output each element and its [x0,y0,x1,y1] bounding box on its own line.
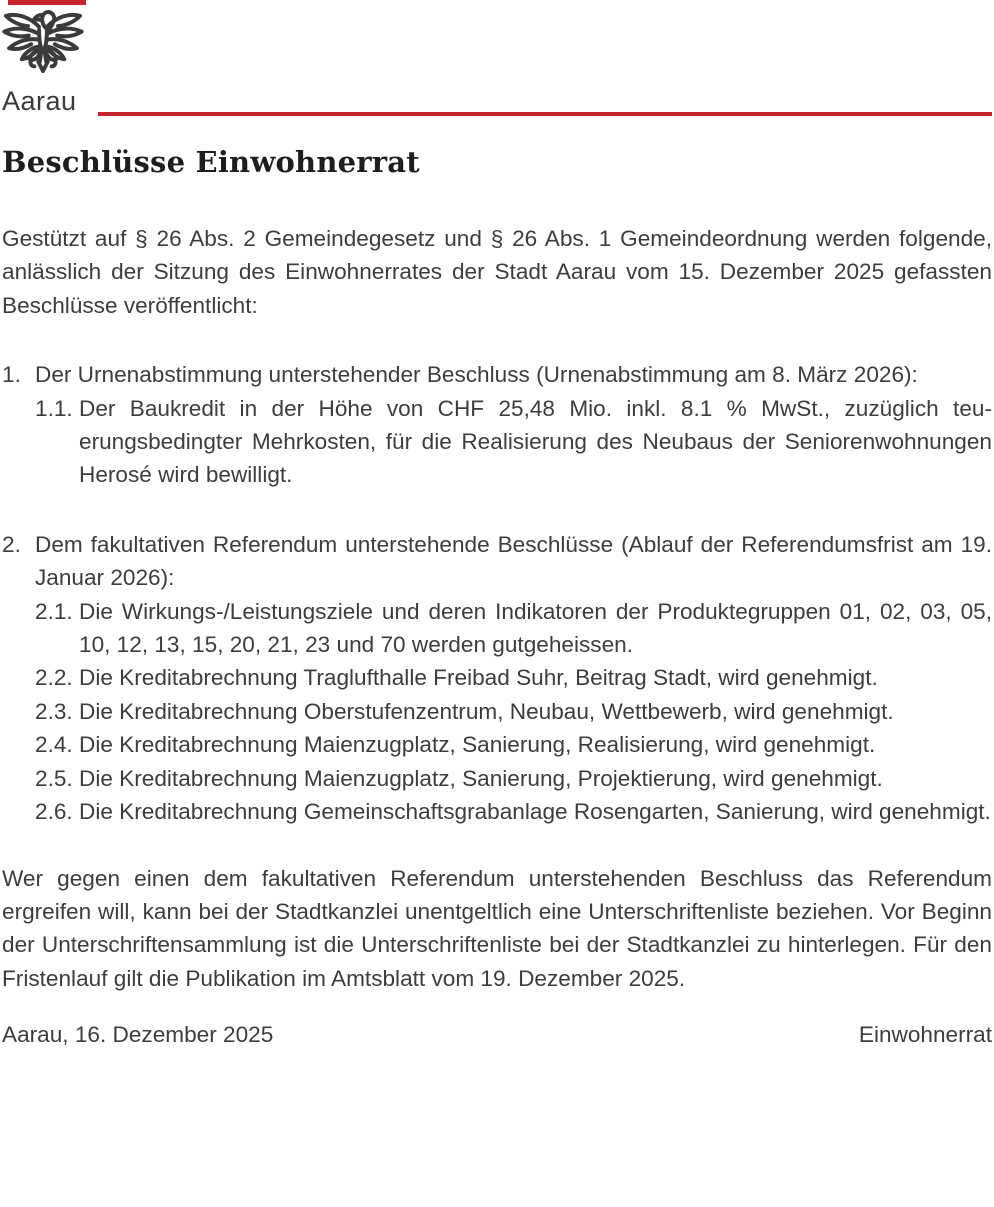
item-number: 2.2. [35,665,73,691]
item-text: Die Kreditabrechnung Traglufthalle Freibad Suhr, Beitrag Stadt, wird genehmigt. [79,665,878,691]
decision-sections [2,358,992,828]
item-number: 2.5. [35,765,73,791]
section-number: 2. [2,531,21,557]
decision-item [35,728,992,761]
section-header [2,358,992,391]
decision-item [35,695,992,728]
decision-item [35,661,992,694]
intro-paragraph: Gestützt auf § 26 Abs. 2 Gemeindegesetz und § 26 Abs. 1 Gemeindeordnung werden folgende, anlässlich der Sitzung des Einwohnerrates der Stadt Aarau vom 15. Dezember 2025 gefassten Beschlüsse veröffentlicht: [2,226,992,318]
item-number: 1.1. [35,395,73,421]
item-number: 2.6. [35,799,73,825]
aarau-eagle-icon [2,9,84,89]
section-header [2,528,992,595]
decision-section [2,358,992,492]
place-date: Aarau, 16. Dezember 2025 [2,1021,274,1047]
signature: Einwohnerrat [858,1021,992,1047]
brand-red-bar [8,0,86,5]
section-items [2,392,992,492]
section-text: Dem fakultativen Referendum unterstehende Beschlüsse (Ablauf der Referendumsfrist am 19. Januar 2026): [35,531,992,591]
item-text: Die Kreditabrechnung Maienzugplatz, Sanierung, Projektierung, wird genehmigt. [79,765,883,791]
decision-item [35,595,992,662]
closing-paragraph: Wer gegen einen dem fakultativen Referendum unterstehenden Beschluss das Referendum ergreifen will, kann bei der Stadtkanzlei unentgeltlich eine Unterschriftenliste beziehen. Vor Beginn der Unterschriftensammlung ist die Unterschriftenliste bei der Stadtkanzlei zu hinterlegen. Für den Fristenlauf gilt die Publikation im Amtsblatt vom 19. Dezember 2025. [2,865,992,991]
item-text: Die Kreditabrechnung Gemeinschaftsgrabanlage Rosengarten, Sanierung, wird genehmigt. [79,799,991,825]
decision-item [35,762,992,795]
item-text: Der Baukredit in der Höhe von CHF 25,48 Mio. inkl. 8.1 % MwSt., zuzüglich teuerungsbedingter Mehrkosten, für die Realisierung des Neubaus der Seniorenwohnungen Herosé wird bewilligt. [79,395,992,488]
item-text: Die Kreditabrechnung Maienzugplatz, Sanierung, Realisierung, wird genehmigt. [79,732,876,758]
section-items [2,595,992,829]
item-text: Die Wirkungs-/Leistungsziele und deren Indikatoren der Produktegruppen 01, 02, 03, 05, 10, 12, 13, 15, 20, 21, 23 und 70 werden gutgeheissen. [79,598,992,658]
item-number: 2.4. [35,732,73,758]
page-title: Beschlüsse Einwohnerrat [2,145,420,179]
decision-item [35,392,992,492]
item-number: 2.1. [35,598,73,624]
section-number: 1. [2,362,21,388]
header-divider-line [98,112,992,116]
item-text: Die Kreditabrechnung Oberstufenzentrum, Neubau, Wettbewerb, wird genehmigt. [79,698,894,724]
item-number: 2.3. [35,698,73,724]
decision-section [2,528,992,829]
signature-row [2,1018,992,1051]
brand-wordmark: Aarau [2,86,77,116]
brand-header [2,0,992,118]
decision-item [35,795,992,828]
section-text: Der Urnenabstimmung unterstehender Beschluss (Urnenabstimmung am 8. März 2026): [35,362,918,388]
